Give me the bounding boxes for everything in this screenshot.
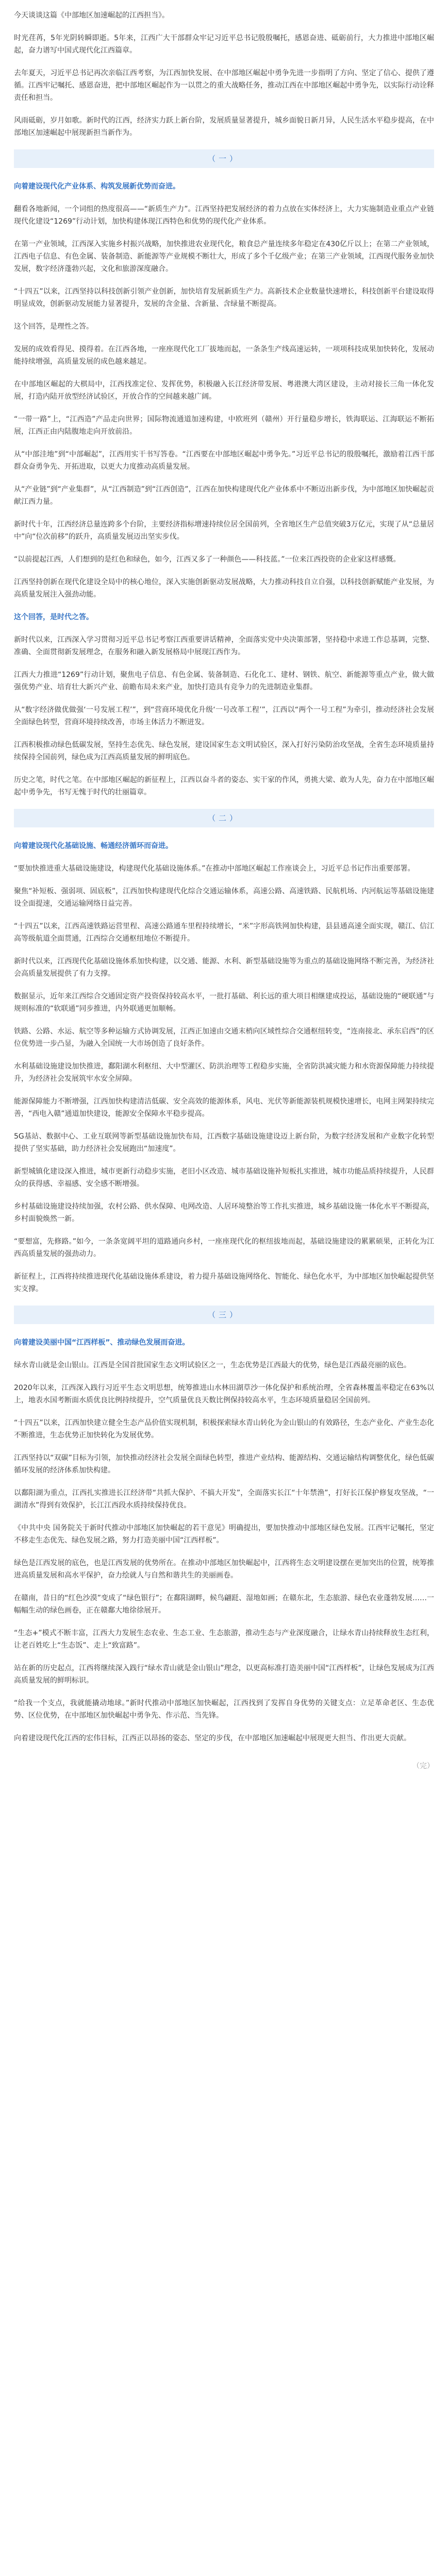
paragraph: “一带一路”上，“江西造”产品走向世界；国际物流通道加速构建，中欧班列（赣州）开行量稳步增长，铁海联运、江海联运不断拓展，江西正由内陆腹地走向开放前沿。 <box>14 415 434 436</box>
paragraph: “以前提起江西，人们想到的是红色和绿色，如今，江西又多了一种颜色——科技蓝。”一位来江西投资的企业家这样感慨。 <box>14 555 401 564</box>
intro-block <box>14 9 434 139</box>
section-number: （一） <box>14 149 434 168</box>
paragraph: 在赣南，昔日的“红色沙漠”变成了“绿色银行”；在鄱阳湖畔，候鸟翩跹、湿地如画；在赣东北，生态旅游、绿色农业蓬勃发展……一幅幅生动的绿色画卷，正在赣鄱大地徐徐展开。 <box>14 1594 434 1615</box>
paragraph: 新征程上，江西将持续推进现代化基础设施体系建设，着力提升基础设施网络化、智能化、绿色化水平，为中部地区加快崛起提供坚实支撑。 <box>14 1273 434 1293</box>
paragraph: 去年夏天，习近平总书记再次亲临江西考察，为江西加快发展、在中部地区崛起中勇争先进一步指明了方向、坚定了信心、提供了遵循。江西牢记嘱托、感恩奋进，把中部地区崛起作为一以贯之的重大战略任务，推动江西在中部地区崛起中勇争先，以实际行动诠释责任和担当。 <box>14 69 434 102</box>
paragraph: 铁路、公路、水运、航空等多种运输方式协调发展，江西正加速由交通末梢向区域性综合交通枢纽转变，“连南接北、承东启西”的区位优势进一步凸显，为融入全国统一大市场创造了良好条件。 <box>14 1027 434 1048</box>
paragraph: 在第一产业领域，江西深入实施乡村振兴战略，加快推进农业现代化，粮食总产量连续多年稳定在430亿斤以上；在第二产业领域，江西电子信息、有色金属、装备制造、新能源等产业规模不断壮大，形成了多个千亿级产业；在第三产业领域，江西现代服务业加快发展，数字经济蓬勃兴起，文化和旅游深度融合。 <box>14 240 434 273</box>
paragraph: “要想富，先修路。”如今，一条条宽阔平坦的道路通向乡村，一座座现代化的枢纽拔地而起，基础设施建设的累累硕果，正转化为江西高质量发展的强劲动力。 <box>14 1238 434 1258</box>
paragraph: “生态+”模式不断丰富，江西大力发展生态农业、生态工业、生态旅游，推动生态与产业深度融合，让绿水青山持续释放生态红利，让老百姓吃上“生态饭”、走上“致富路”。 <box>14 1629 434 1650</box>
paragraph: 江西大力推进“1269”行动计划，聚焦电子信息、有色金属、装备制造、石化化工、建材、钢铁、航空、新能源等重点产业，做大做强优势产业、培育壮大新兴产业、前瞻布局未来产业，加快打造具有竞争力的先进制造业集群。 <box>14 671 434 691</box>
section-heading: 向着建设美丽中国“江西样板”、推动绿色发展而奋进。 <box>14 1338 190 1347</box>
paragraph: 在中部地区崛起的大棋局中，江西找准定位、发挥优势，积极融入长江经济带发展、粤港澳大湾区建设，主动对接长三角一体化发展，打造内陆开放型经济试验区，开放合作的空间越来越广阔。 <box>14 380 434 401</box>
paragraph: 这个回答，是理性之答。 <box>14 323 93 331</box>
paragraph: 今天谈谈这篇《中部地区加速崛起的江西担当》。 <box>14 11 169 20</box>
end-mark: （完） <box>412 1762 434 1770</box>
paragraph: 时光荏苒，5年光阴转瞬即逝。5年来，江西广大干部群众牢记习近平总书记殷殷嘱托，感恩奋进、砥砺前行，大力推进中部地区崛起，奋力谱写中国式现代化江西篇章。 <box>14 34 434 55</box>
paragraph: 向着建设现代化江西的宏伟目标，江西正以昂扬的姿态、坚定的步伐，在中部地区加速崛起中展现更大担当、作出更大贡献。 <box>14 1734 411 1742</box>
paragraph: 《中共中央 国务院关于新时代推动中部地区加快崛起的若干意见》明确提出，要加快推动中部地区绿色发展。江西牢记嘱托，坚定不移走生态优先、绿色发展之路，努力打造美丽中国“江西样板”。 <box>14 1524 434 1545</box>
paragraph: 新时代以来，江西现代化基础设施体系加快构建，以交通、能源、水利、新型基础设施等为重点的基础设施网络不断完善，为经济社会高质量发展提供了有力支撑。 <box>14 957 434 978</box>
paragraph: 乡村基础设施建设持续加强，农村公路、供水保障、电网改造、人居环境整治等工作扎实推进，城乡基础设施一体化水平不断提高，乡村面貌焕然一新。 <box>14 1202 434 1223</box>
paragraph: 翻看各地新闻，一个词组的热度很高——“新质生产力”。江西坚持把发展经济的着力点放在实体经济上，大力实施制造业重点产业链现代化建设“1269”行动计划，加快构建体现江西特色和优势的现代化产业体系。 <box>14 205 434 226</box>
paragraph: “要加快推进重大基础设施建设，构建现代化基础设施体系。”在推动中部地区崛起工作座谈会上，习近平总书记作出重要部署。 <box>14 865 415 873</box>
paragraph: 新型城镇化建设深入推进，城市更新行动稳步实施，老旧小区改造、城市基础设施补短板扎实推进，城市功能品质持续提升，人民群众的获得感、幸福感、安全感不断增强。 <box>14 1167 434 1188</box>
paragraph: 以鄱阳湖为重点，江西扎实推进长江经济带“共抓大保护、不搞大开发”，全面落实长江“十年禁渔”，打好长江保护修复攻坚战，“一湖清水”得到有效保护，长江江西段水质持续保持优良。 <box>14 1489 434 1510</box>
paragraph: “十四五”以来，江西坚持以科技创新引领产业创新，加快培育发展新质生产力。高新技术企业数量快速增长，科技创新平台建设取得明显成效，创新驱动发展能力显著提升，发展的含金量、含新量、含绿量不断提高。 <box>14 287 434 308</box>
section-block <box>14 1060 434 1295</box>
paragraph: 5G基站、数据中心、工业互联网等新型基础设施加快布局，江西数字基础设施建设迈上新台阶，为数字经济发展和产业数字化转型提供了坚实基础，助力经济社会发展跑出“加速度”。 <box>14 1132 434 1153</box>
section-block <box>14 203 434 333</box>
paragraph: 数据显示，近年来江西综合交通固定资产投资保持较高水平，一批打基础、利长远的重大项目相继建成投运，基础设施的“硬联通”与规则标准的“软联通”同步推进，内外联通更加顺畅。 <box>14 992 434 1013</box>
paragraph: 江西积极推动绿色低碳发展，坚持生态优先、绿色发展，建设国家生态文明试验区，深入打好污染防治攻坚战，全省生态环境质量持续保持全国前列，绿色成为江西高质量发展的鲜明底色。 <box>14 741 434 761</box>
section-number: （二） <box>14 809 434 827</box>
section-heading: 向着建设现代化基础设施、畅通经济循环而奋进。 <box>14 842 173 850</box>
paragraph: 从“产业链”到“产业集群”，从“江西制造”到“江西创造”，江西在加快构建现代化产业体系中不断迈出新步伐，为中部地区加快崛起贡献江西力量。 <box>14 485 434 506</box>
section-block <box>14 1359 434 1512</box>
paragraph: 站在新的历史起点，江西将继续深入践行“绿水青山就是金山银山”理念，以更高标准打造美丽中国“江西样板”，让绿色发展成为江西高质量发展的鲜明标识。 <box>14 1664 434 1685</box>
section-block <box>14 634 434 799</box>
paragraph: 新时代十年，江西经济总量连跨多个台阶，主要经济指标增速持续位居全国前列，全省地区生产总值突破3万亿元，实现了从“总量居中”向“位次前移”的跃升，高质量发展迈出坚实步伐。 <box>14 520 434 541</box>
paragraph: “给我一个支点，我就能撬动地球。”新时代推动中部地区加快崛起，江西找到了发挥自身优势的关键支点：立足革命老区、生态优势、区位优势，在中部地区加快崛起中勇争先、作示范、当先锋。 <box>14 1699 434 1720</box>
paragraph: 水利基础设施建设加快推进，鄱阳湖水利枢纽、大中型灌区、防洪治理等工程稳步实施，全省防洪减灾能力和水资源保障能力持续提升，为经济社会发展筑牢水安全屏障。 <box>14 1062 434 1083</box>
paragraph: 从“中部洼地”到“中部崛起”，江西用实干书写答卷。“江西要在中部地区崛起中勇争先。”习近平总书记的殷殷嘱托，激励着江西干部群众奋勇争先、开拓进取，以更大力度推动高质量发展。 <box>14 450 434 471</box>
section-block <box>14 1522 434 1744</box>
paragraph: 江西坚持以“双碳”目标为引领，加快推动经济社会发展全面绿色转型，推进产业结构、能源结构、交通运输结构调整优化，绿色低碳循环发展的经济体系加快构建。 <box>14 1454 434 1475</box>
paragraph: 2020年以来，江西深入践行习近平生态文明思想，统筹推进山水林田湖草沙一体化保护和系统治理，全省森林覆盖率稳定在63%以上，地表水国考断面水质优良比例持续提升，空气质量优良天数比例保持较高水平，生态环境质量稳居全国前列。 <box>14 1384 434 1404</box>
section-heading: 这个回答，是时代之答。 <box>14 613 93 621</box>
paragraph: 绿色是江西发展的底色，也是江西发展的优势所在。在推动中部地区加快崛起中，江西将生态文明建设摆在更加突出的位置，统筹推进高质量发展和高水平保护，奋力绘就人与自然和谐共生的美丽画卷。 <box>14 1559 434 1580</box>
paragraph: 从“数字经济做优做强‘一号发展工程’”，到“营商环境优化升级‘一号改革工程’”，江西以“两个一号工程”为牵引，推动经济社会发展全面绿色转型，营商环境持续改善，市场主体活力不断迸发。 <box>14 706 434 726</box>
paragraph: “十四五”以来，江西高速铁路运营里程、高速公路通车里程持续增长，“米”字形高铁网加快构建，县县通高速全面实现，赣江、信江高等级航道全面贯通，江西综合交通枢纽地位不断提升。 <box>14 922 434 943</box>
paragraph: 风雨砥砺，岁月如歌。新时代的江西，经济实力跃上新台阶，发展质量显著提升，城乡面貌日新月异，人民生活水平稳步提高，在中部地区加速崛起中展现新担当新作为。 <box>14 116 434 137</box>
section-heading: 向着建设现代化产业体系、构筑发展新优势而奋进。 <box>14 182 180 191</box>
paragraph: 绿水青山就是金山银山。江西是全国首批国家生态文明试验区之一，生态优势是江西最大的优势，绿色是江西最亮丽的底色。 <box>14 1361 411 1369</box>
paragraph: 新时代以来，江西深入学习贯彻习近平总书记考察江西重要讲话精神，全面落实党中央决策部署，坚持稳中求进工作总基调，完整、准确、全面贯彻新发展理念，在服务和融入新发展格局中展现江西作为。 <box>14 636 434 656</box>
section-block <box>14 862 434 1050</box>
paragraph: 聚焦“补短板、强弱项、固底板”，江西加快构建现代化综合交通运输体系，高速公路、高速铁路、民航机场、内河航运等基础设施建设全面提速，交通运输网络日益完善。 <box>14 887 434 908</box>
paragraph: 能源保障能力不断增强，江西加快构建清洁低碳、安全高效的能源体系，风电、光伏等新能源装机规模快速增长，电网主网架持续完善，“西电入赣”通道加快建设，能源安全保障水平稳步提高。 <box>14 1097 434 1118</box>
paragraph: 江西坚持创新在现代化建设全局中的核心地位，深入实施创新驱动发展战略，大力推动科技自立自强，以科技创新赋能产业发展，为高质量发展注入强劲动能。 <box>14 578 434 599</box>
paragraph: 发展的成效看得见、摸得着。在江西各地，一座座现代化工厂拔地而起，一条条生产线高速运转，一项项科技成果加快转化，发展动能持续增强，高质量发展的成色越来越足。 <box>14 345 434 366</box>
section-block <box>14 343 434 601</box>
section-number: （三） <box>14 1306 434 1324</box>
paragraph: 历史之笔，时代之笔。在中部地区崛起的新征程上，江西以奋斗者的姿态、实干家的作风，勇挑大梁、敢为人先，奋力在中部地区崛起中勇争先，书写无愧于时代的壮丽篇章。 <box>14 776 434 796</box>
paragraph: “十四五”以来，江西加快建立健全生态产品价值实现机制，积极探索绿水青山转化为金山银山的有效路径，生态产业化、产业生态化不断推进，生态优势正加快转化为发展优势。 <box>14 1419 434 1439</box>
